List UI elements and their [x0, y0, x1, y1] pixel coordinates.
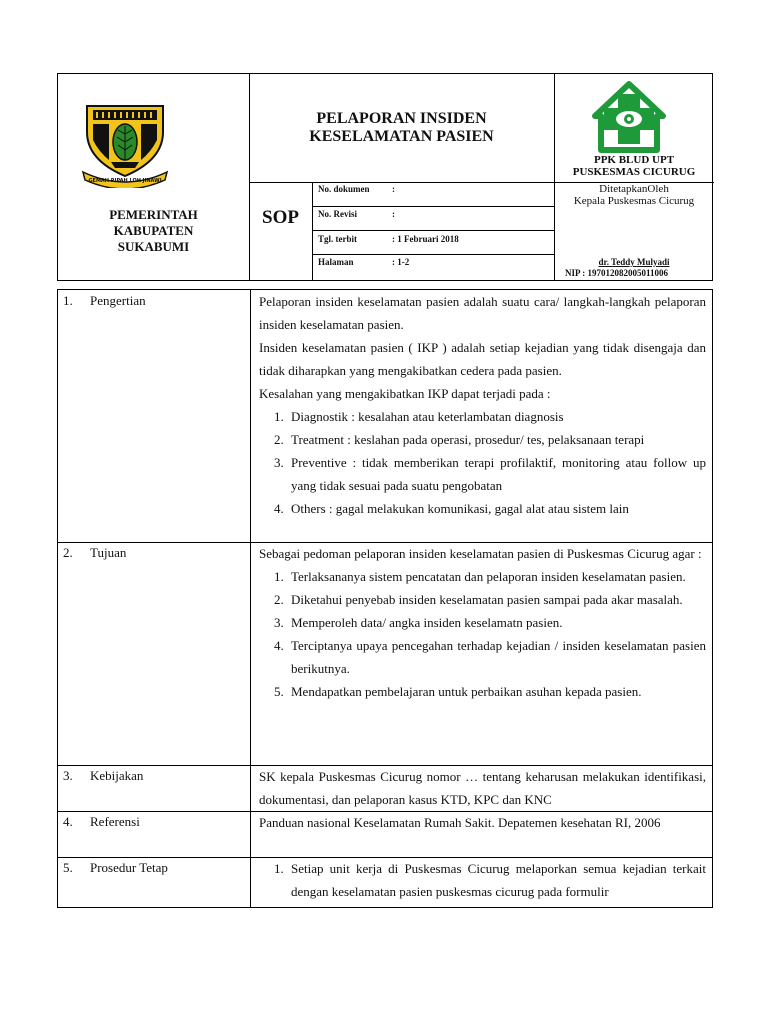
sop-label: SOP — [262, 207, 299, 228]
list-item: 2. Treatment : keslahan pada operasi, prosedur/ tes, pelaksanaan terapi — [287, 428, 706, 451]
paragraph: Kesalahan yang mengakibatkan IKP dapat terjadi pada : — [259, 386, 551, 401]
list-item: 2. Diketahui penyebab insiden keselamatan pasien sampai pada akar masalah. — [287, 588, 706, 611]
sop-header — [57, 73, 713, 281]
list-item: 1. Setiap unit kerja di Puskesmas Cicurug melaporkan semua kejadian terkait dengan keselamatan pasien puskesmas cicurug pada formulir — [287, 857, 706, 903]
section-content-referensi — [259, 811, 706, 834]
list-item: 3. Memperoleh data/ angka insiden keselamatn pasien. — [287, 611, 706, 634]
section-label: Kebijakan — [90, 768, 144, 783]
section-content-tujuan — [259, 542, 706, 703]
section-number: 1. — [63, 293, 73, 308]
document-title: PELAPORAN INSIDEN KESELAMATAN PASIEN — [309, 110, 494, 145]
paragraph: Sebagai pedoman pelaporan insiden keselamatan pasien di Puskesmas Cicurug agar : — [259, 546, 702, 561]
page-value: : 1-2 — [392, 257, 410, 267]
section-label: Prosedur Tetap — [90, 860, 168, 875]
section-number: 4. — [63, 814, 73, 829]
paragraph: Insiden keselamatan pasien ( IKP ) adalah setiap kejadian yang tidak disengaja dan tidak diharapkan yang mengakibatkan cedera pada pasien. — [259, 340, 706, 378]
section-content-pengertian — [259, 290, 706, 520]
list-item: 1. Terlaksananya sistem pencatatan dan pelaporan insiden keselamatan pasien. — [287, 565, 706, 588]
list-item: 4. Others : gagal melakukan komunikasi, gagal alat atau sistem lain — [287, 497, 706, 520]
sop-content-table — [57, 289, 713, 908]
list-item: 4. Terciptanya upaya pencegahan terhadap kejadian / insiden keselamatan pasien berikutnya. — [287, 634, 706, 680]
sukabumi-coat-of-arms-icon — [81, 102, 169, 188]
signatory-name: dr. Teddy Mulyadi — [598, 257, 670, 267]
signatory-nip: NIP : 197012082005011006 — [565, 268, 669, 278]
list-item: 5. Mendapatkan pembelajaran untuk perbaikan asuhan kepada pasien. — [287, 680, 706, 703]
revision-label: No. Revisi — [318, 209, 357, 219]
issue-date-label: Tgl. terbit — [318, 234, 357, 244]
revision-value: : — [392, 209, 395, 219]
list-item: 3. Preventive : tidak memberikan terapi profilaktif, monitoring atau follow up yang tidak sesuai pada suatu pengobatan — [287, 451, 706, 497]
doc-number-value: : — [392, 184, 395, 194]
issue-date-value: : 1 Februari 2018 — [392, 234, 459, 244]
approval-text: DitetapkanOleh Kepala Puskesmas Cicurug — [573, 183, 695, 207]
paragraph: Panduan nasional Keselamatan Rumah Sakit. Depatemen kesehatan RI, 2006 — [259, 815, 661, 830]
section-content-prosedur — [259, 857, 706, 903]
section-number: 3. — [63, 768, 73, 783]
section-content-kebijakan — [259, 765, 706, 811]
logo-motto: GEMAH RIPAH LOH JINAWI — [88, 178, 162, 184]
section-number: 5. — [63, 860, 73, 875]
paragraph: SK kepala Puskesmas Cicurug nomor … tentang keharusan melakukan identifikasi, dokumentasi, dan pelaporan kasus KTD, KPC dan KNC — [259, 769, 706, 807]
page-label: Halaman — [318, 257, 354, 267]
paragraph: Pelaporan insiden keselamatan pasien adalah suatu cara/ langkah-langkah pelaporan insiden keselamatan pasien. — [259, 294, 706, 332]
government-name: PEMERINTAH KABUPATEN SUKABUMI — [109, 207, 198, 254]
section-label: Tujuan — [90, 545, 127, 560]
section-label: Referensi — [90, 814, 140, 829]
list-item: 1. Diagnostik : kesalahan atau keterlambatan diagnosis — [287, 405, 706, 428]
section-number: 2. — [63, 545, 73, 560]
doc-number-label: No. dokumen — [318, 184, 370, 194]
puskesmas-logo-icon — [587, 78, 671, 158]
organization-name: PPK BLUD UPT PUSKESMAS CICURUG — [572, 154, 696, 178]
section-label: Pengertian — [90, 293, 146, 308]
